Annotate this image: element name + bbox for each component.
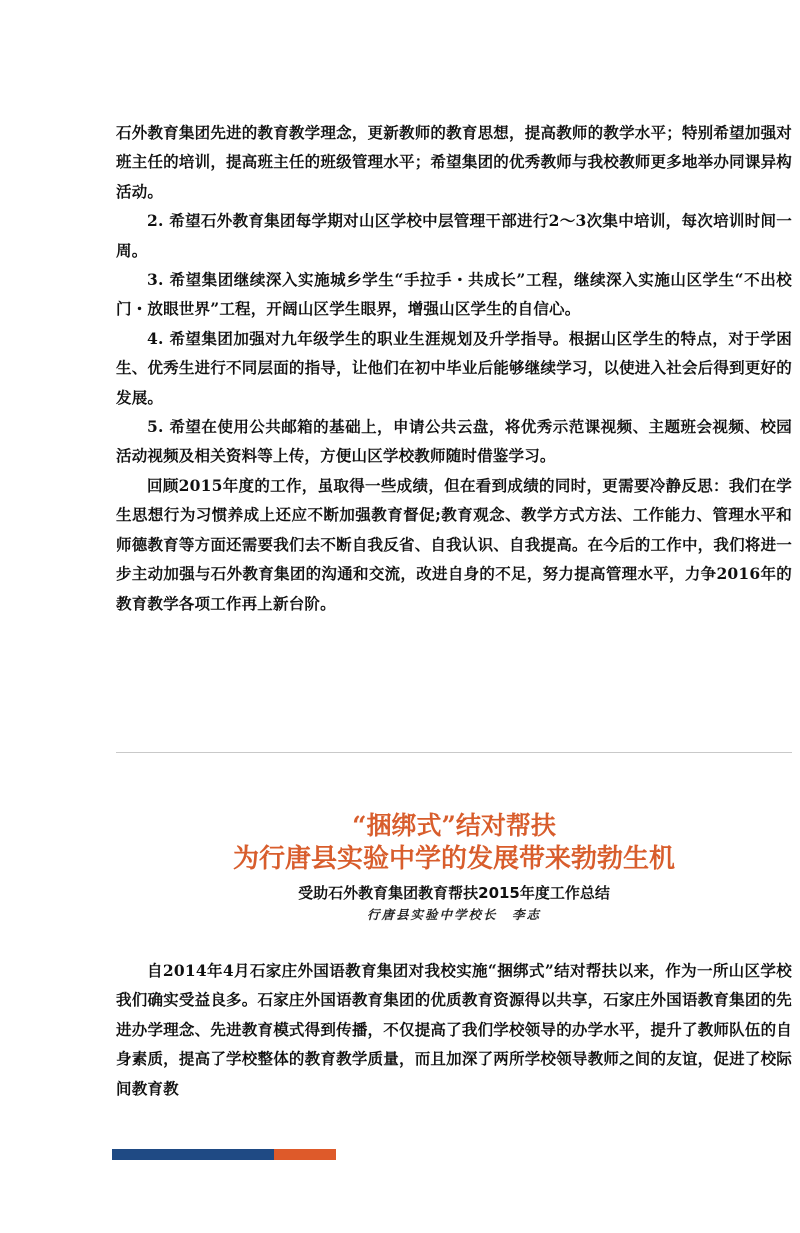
article-title-line2: 为行唐县实验中学的发展带来勃勃生机 — [232, 844, 675, 874]
paragraph-item-4: 4. 希望集团加强对九年级学生的职业生涯规划及升学指导。根据山区学生的特点，对于学困生、优秀生进行不同层面的指导，让他们在初中毕业后能够继续学习，以使进入社会后得到更好的发展。 — [116, 328, 792, 407]
article-bottom-body — [116, 956, 792, 1103]
article-subtitle: 受助石外教育集团教育帮扶2015年度工作总结 — [298, 884, 610, 902]
paragraph-continued: 石外教育集团先进的教育教学理念，更新教师的教育思想，提高教师的教学水平；特别希望加强对班主任的培训，提高班主任的班级管理水平；希望集团的优秀教师与我校教师更多地举办同课异构活动。 — [116, 123, 792, 201]
article-byline: 行唐县实验中学校长 李志 — [366, 907, 541, 922]
section-divider — [116, 752, 792, 753]
paragraph-item-2: 2. 希望石外教育集团每学期对山区学校中层管理干部进行2～3次集中培训，每次培训时间一周。 — [116, 211, 792, 260]
footer-bar-orange — [274, 1149, 336, 1160]
paragraph-item-3: 3. 希望集团继续深入实施城乡学生“手拉手・共成长”工程，继续深入实施山区学生“不出校门・放眼世界”工程，开阔山区学生眼界，增强山区学生的自信心。 — [116, 270, 792, 319]
article-top-body — [116, 118, 792, 618]
paragraph-intro: 自2014年4月石家庄外国语教育集团对我校实施“捆绑式”结对帮扶以来，作为一所山区学校我们确实受益良多。石家庄外国语教育集团的优质教育资源得以共享，石家庄外国语教育集团的先进办学理念、先进教育模式得到传播，不仅提高了我们学校领导的办学水平，提升了教师队伍的自身素质，提高了学校整体的教育教学质量，而且加深了两所学校领导教师之间的友谊，促进了校际间教育教 — [116, 961, 792, 1098]
article-title-line1: “捆绑式”结对帮扶 — [352, 811, 556, 840]
paragraph-review: 回顾2015年度的工作，虽取得一些成绩，但在看到成绩的同时，更需要冷静反思：我们在学生思想行为习惯养成上还应不断加强教育督促;教育观念、教学方式方法、工作能力、管理水平和师德教育等方面还需要我们去不断自我反省、自我认识、自我提高。在今后的工作中，我们将进一步主动加强与石外教育集团的沟通和交流，改进自身的不足，努力提高管理水平，力争2016年的教育教学各项工作再上新台阶。 — [116, 475, 792, 613]
footer-bar-blue — [112, 1149, 274, 1160]
paragraph-item-5: 5. 希望在使用公共邮箱的基础上，申请公共云盘，将优秀示范课视频、主题班会视频、校园活动视频及相关资料等上传，方便山区学校教师随时借鉴学习。 — [116, 417, 792, 466]
